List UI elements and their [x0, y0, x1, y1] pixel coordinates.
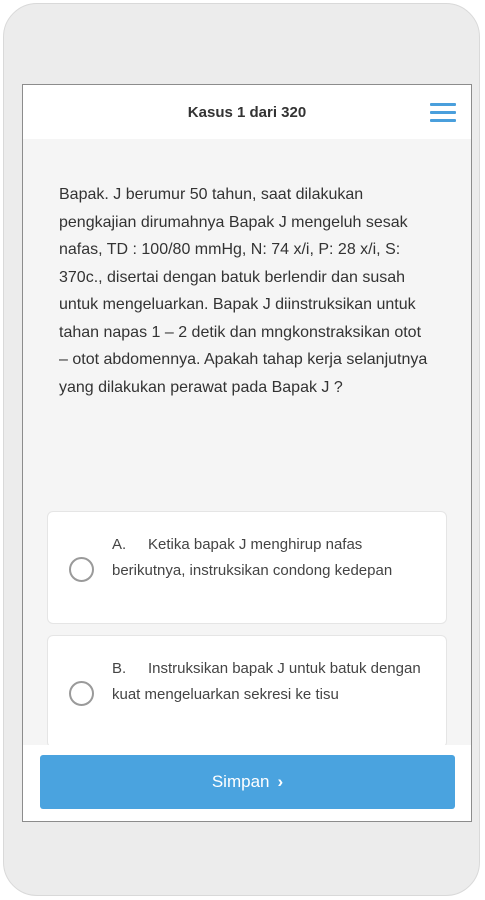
- answer-option-b-text: [112, 656, 432, 707]
- answer-option-a-text: [112, 532, 432, 583]
- radio-button-a[interactable]: [69, 557, 94, 582]
- save-button[interactable]: [40, 755, 455, 809]
- option-label-a: Ketika bapak J menghirup nafas berikutnya, instruksikan condong kedepan: [112, 536, 393, 579]
- option-label-b: Instruksikan bapak J untuk batuk dengan kuat mengeluarkan sekresi ke tisu: [112, 660, 421, 703]
- bottom-action-bar: [23, 745, 471, 822]
- chevron-right-icon: ›: [277, 772, 284, 791]
- option-letter-b: B.: [112, 660, 127, 677]
- case-counter-title: Kasus 1 dari 320: [187, 104, 307, 121]
- question-text: Bapak. J berumur 50 tahun, saat dilakukan pengkajian dirumahnya Bapak J mengeluh sesak nafas, TD : 100/80 mmHg, N: 74 x/i, P: 28 x/i, S: 370c., disertai dengan batuk berlendir dan susah untuk mengeluarkan. Bapak J diinstruksikan untuk tahan napas 1 – 2 detik dan mngkonstraksikan otot – otot abdomennya. Apakah tahap kerja selanjutnya yang dilakukan perawat pada Bapak J ?: [59, 186, 428, 396]
- top-bar: [23, 85, 471, 139]
- answer-option-a[interactable]: [47, 511, 447, 624]
- answer-option-b[interactable]: [47, 635, 447, 748]
- option-letter-a: A.: [112, 536, 127, 553]
- radio-button-b[interactable]: [69, 681, 94, 706]
- device-frame: [3, 3, 480, 896]
- hamburger-menu-icon[interactable]: [430, 103, 456, 123]
- save-button-label: Simpan: [211, 772, 270, 791]
- app-screen: [22, 84, 472, 822]
